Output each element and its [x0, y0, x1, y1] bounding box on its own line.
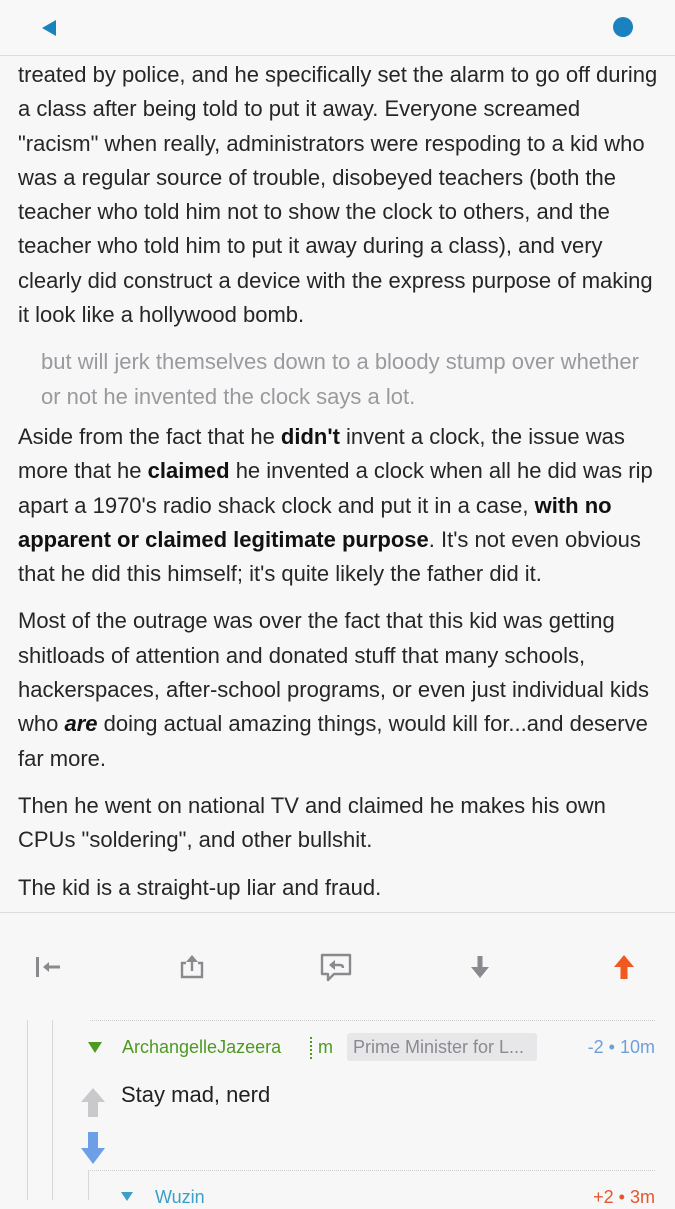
arrow-down-icon	[468, 953, 492, 981]
comment-author[interactable]: ArchangelleJazeera	[122, 1037, 282, 1057]
top-bar	[0, 0, 675, 56]
share-icon	[177, 952, 207, 982]
share-button[interactable]	[172, 949, 212, 985]
comment-separator	[90, 1170, 655, 1171]
thread-line	[27, 1020, 28, 1200]
reply-icon	[319, 951, 353, 983]
flair-divider	[310, 1037, 312, 1059]
status-dot-button[interactable]	[613, 17, 633, 37]
back-button[interactable]	[38, 16, 62, 40]
thread-line	[52, 1020, 53, 1200]
quote-block: but will jerk themselves down to a bloody stump over whether or not he invented the clock says a lot.	[41, 349, 639, 409]
reply-button[interactable]	[316, 949, 356, 985]
comment-separator	[90, 1020, 655, 1021]
comment-action-bar	[0, 912, 675, 1021]
comment-score-time: -2 • 10m	[587, 1037, 655, 1057]
paragraph-4: Then he went on national TV and claimed he makes his own CPUs "soldering", and other bullshit.	[18, 792, 606, 853]
collapse-to-parent-button[interactable]	[28, 949, 68, 985]
paragraph-5: The kid is a straight-up liar and fraud.	[18, 874, 382, 900]
paragraph-3: Most of the outrage was over the fact that this kid was getting shitloads of attention and donated stuff that many schools, hackerspaces, after-school programs, or even just individual kids who are doing actual amazing things, would kill for...and deserve far more.	[18, 608, 649, 771]
collapse-to-parent-icon	[33, 954, 63, 980]
arrow-up-icon	[612, 953, 636, 981]
upvote-button[interactable]	[604, 949, 644, 985]
child-comment-score-time: +2 • 3m	[593, 1187, 655, 1207]
comment-text	[18, 55, 658, 918]
paragraph-2: Aside from the fact that he didn't invent a clock, the issue was more that he claimed he invented a clock when all he did was rip apart a 1970's radio shack clock and put it in a case, with no apparent or claimed legitimate purpose. It's not even obvious that he did this himself; it's quite likely the father did it.	[18, 423, 653, 587]
collapse-comment-icon[interactable]	[88, 1042, 102, 1053]
arrow-down-icon	[80, 1131, 106, 1165]
arrow-up-icon	[80, 1086, 106, 1118]
user-flair: Prime Minister for L...	[347, 1033, 537, 1061]
child-comment-author[interactable]: Wuzin	[155, 1187, 205, 1207]
comment-downvote-button[interactable]	[80, 1131, 106, 1170]
back-arrow-icon	[38, 16, 62, 40]
paragraph-1: treated by police, and he specifically set the alarm to go off during a class after being told to put it away. Everyone screamed "racism" when really, administrators were respoding to a kid who was a regular source of trouble, disobeyed teachers (both the teacher who told him not to show the clock to others, and the teacher who told him to put it away during a class), and very clearly did construct a device with the express purpose of making it look like a hollywood bomb.	[18, 62, 658, 328]
thread-line	[88, 1170, 89, 1200]
downvote-button[interactable]	[460, 949, 500, 985]
comment-upvote-button[interactable]	[80, 1086, 106, 1123]
flair-mod-marker: m	[318, 1037, 333, 1057]
comment-body: Stay mad, nerd	[121, 1082, 271, 1107]
